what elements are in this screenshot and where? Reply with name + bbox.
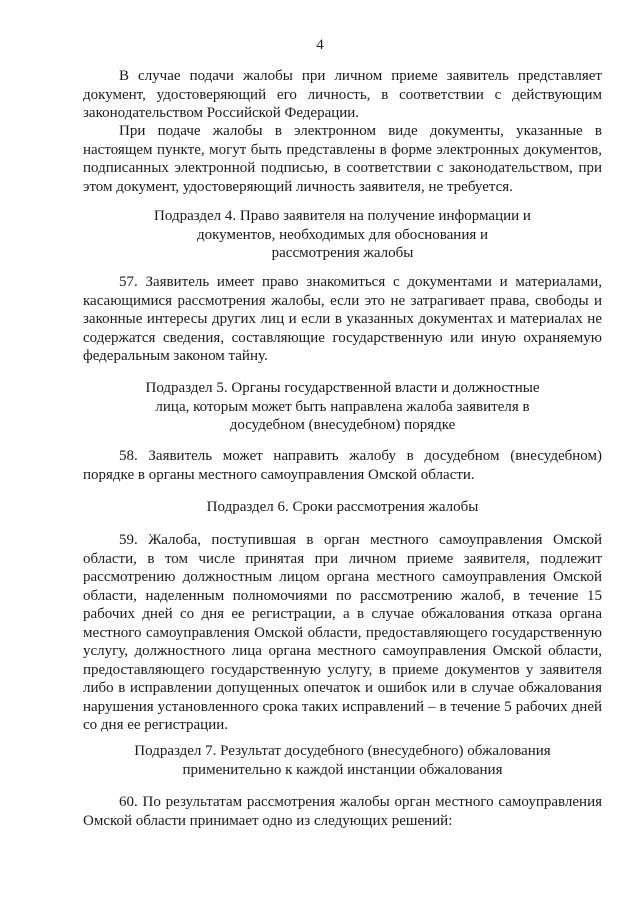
paragraph-60: 60. По результатам рассмотрения жалобы орган местного самоуправления Омской области принимает одно из следующих решений:: [83, 794, 602, 829]
subsection-6-heading: [100, 498, 585, 517]
page-number: 4: [316, 37, 324, 53]
subsection-7-heading: [100, 742, 585, 779]
subsection-5-heading-line: досудебном (внесудебном) порядке: [229, 417, 456, 433]
subsection-4-heading-line: Подраздел 4. Право заявителя на получение информации и: [154, 208, 531, 224]
subsection-6-heading-line: Подраздел 6. Сроки рассмотрения жалобы: [206, 499, 479, 515]
subsection-4-heading-line: рассмотрения жалобы: [271, 245, 414, 261]
paragraph-personal-reception: В случае подачи жалобы при личном приеме заявитель представляет документ, удостоверяющий его личность, в соответствии с действующим законодательством Российской Федерации.: [83, 68, 602, 121]
paragraph-59: 59. Жалоба, поступившая в орган местного самоуправления Омской области, в том числе принятая при личном приеме заявителя, подлежит рассмотрению должностным лицом органа местного самоуправления Омской области, наделенным полномочиями по рассмотрению жалоб, в течение 15 рабочих дней со дня ее регистрации, а в случае обжалования отказа органа местного самоуправления Омской области, предоставляющего государственную услугу, должностного лица органа местного самоуправления Омской области, предоставляющего государственную услугу, в приеме документов у заявителя либо в исправлении допущенных опечаток и ошибок или в случае обжалования нарушения установленного срока таких исправлений – в течение 5 рабочих дней со дня ее регистрации.: [83, 532, 602, 733]
paragraph-electronic-submission: При подаче жалобы в электронном виде документы, указанные в настоящем пункте, могут быть представлены в форме электронных документов, подписанных электронной подписью, в соответствии с законодательством, при этом документ, удостоверяющий личность заявителя, не требуется.: [83, 123, 602, 195]
subsection-5-heading: [100, 379, 585, 435]
subsection-4-heading-line: документов, необходимых для обоснования и: [196, 226, 489, 243]
subsection-4-heading: [100, 207, 585, 263]
subsection-5-heading-line: Подраздел 5. Органы государственной власти и должностные: [145, 380, 540, 396]
subsection-7-heading-line: Подраздел 7. Результат досудебного (внесудебного) обжалования: [134, 743, 551, 759]
subsection-5-heading-line: лица, которым может быть направлена жалоба заявителя в: [155, 398, 530, 415]
paragraph-58: 58. Заявитель может направить жалобу в досудебном (внесудебном) порядке в органы местного самоуправления Омской области.: [83, 448, 602, 483]
paragraph-57: 57. Заявитель имеет право знакомиться с документами и материалами, касающимися рассмотрения жалобы, если это не затрагивает права, свободы и законные интересы других лиц и если в указанных документах и материалах не содержатся сведения, составляющие государственную или иную охраняемую федеральным законом тайну.: [83, 274, 602, 364]
subsection-7-heading-line: применительно к каждой инстанции обжалования: [182, 761, 503, 778]
